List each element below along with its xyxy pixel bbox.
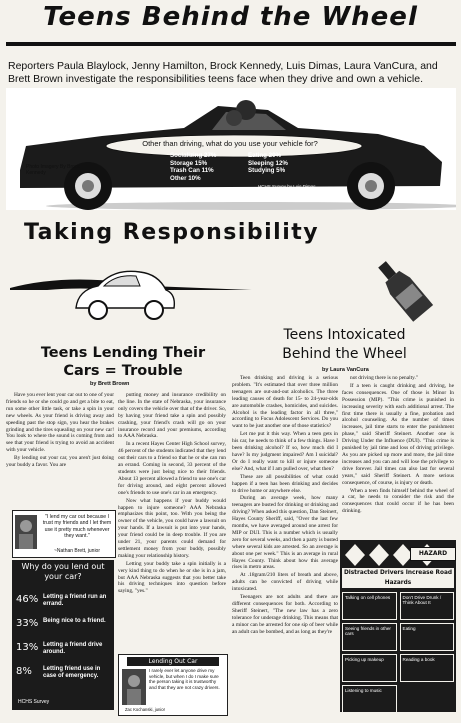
why-lend-panel xyxy=(12,560,114,710)
quote-box xyxy=(12,510,116,558)
why-lend-title: Why do you lend out your car? xyxy=(21,562,105,581)
distraction-item: Seeing friends in other cars xyxy=(342,623,397,651)
why-lend-label: Letting a friend drive around. xyxy=(43,642,103,655)
lending-headline-line2: Cars = Trouble xyxy=(63,363,183,379)
student-photo xyxy=(122,669,146,705)
masthead-rule xyxy=(6,40,456,48)
why-lend-list xyxy=(16,594,112,690)
lending-col1-p2: By lending out your car, you aren't just doing your buddy a favor. You are xyxy=(6,455,114,469)
lending-out-car-title: Lending Out Car xyxy=(127,657,219,666)
intox-col1-p5: At .18gram/210 liters of breath and above, adults can be convicted of driving while intoxicated. xyxy=(232,572,338,593)
why-lend-label: Being nice to a friend. xyxy=(43,618,106,624)
distraction-item: Eating xyxy=(400,623,455,651)
intox-col1-p3: These are all possibilities of what could happen if a teen has been drinking and decides to drive home or anywhere else. xyxy=(232,473,338,494)
lending-col2-p3: Now what happens if your buddy would happen to injure someone? AAA Nebraska emphasizes this point, too. With you being the owner of the vehicle, you could have a lawsuit on your hands. If a lawsuit is put into your hands, your friend could be in deep trouble. If you are under 21, your parents could demand for settlement money from your buddy, possibly making your relationship history. xyxy=(118,497,226,559)
hazard-sign: HAZARD xyxy=(410,547,456,561)
vehicle-survey-credit: HCHS Survey by Luis Dimas xyxy=(258,184,316,189)
stat-storage: Storage 15% xyxy=(170,159,208,167)
intox-col2-p1: not driving there is no penalty." xyxy=(350,375,419,381)
lede-text: Reporters Paula Blaylock, Jenny Hamilton, Brock Kennedy, Luis Dimas, Laura VanCura, and Brett Brown investigate the responsibilities teens face when they drive and own a vehicle. xyxy=(8,60,438,85)
distraction-list xyxy=(342,592,454,713)
quote-text: "I lend my car out because I trust my friends and I let them use it pretty much whenever they want." xyxy=(42,514,112,539)
why-lend-item xyxy=(16,642,112,666)
stat-eating: Eating 20% xyxy=(248,152,282,159)
lending-col1-p1: Have you ever lent your car out to one of your friends so he or she could go and get a bite to eat, run some other little task, or take a spin in your new wheels. As your friend is driving away and speeding past the stop sign, you hear the brakes grinding and the tires squealing on your new car! You look to where the sound is coming from and see that your friend is trying to avoid an accident with your vehicle. xyxy=(6,392,114,454)
why-lend-label: Letting friend use in case of emergency. xyxy=(43,666,101,679)
distraction-item: Talking on cell phones xyxy=(342,592,397,620)
intox-headline-line2: Behind the Wheel xyxy=(282,346,407,362)
lending-out-car-box xyxy=(118,654,228,716)
lending-column-2 xyxy=(118,392,226,596)
road-signs-panel xyxy=(340,540,456,712)
stat-trash-can: Trash Can 11% xyxy=(170,167,214,175)
lending-out-car-quote: I rarely ever let anyone drive my vehicle, but when I do I make sure the person taking it is trustworthy and that they are not crazy drivers. xyxy=(149,668,220,690)
stat-socializing: Socializing 27% xyxy=(170,152,217,159)
intox-col1-p2: Let me put it this way. When a teen gets in his car, he needs to think of a few things. Have I been drinking alcohol? If so, how much did I have? Is my judgment impaired? Am I suicidal? Or do I really want to kill or injure someone else? And, what if I am pulled over, what then? xyxy=(232,431,338,472)
quote-attribution: ~Nathan Brett, junior xyxy=(54,548,100,554)
lending-col2-p1: putting money and insurance credibility on the line. In the state of Nebraska, your insurance only covers the vehicle over that of the driver. So, by having your friend take a spin and possibly crashing, your friend's crash will go on your insurance record and your premiums, according to AAA Nebraska. xyxy=(118,392,226,440)
beetle-car-icon xyxy=(70,262,180,324)
stat-sleeping: Sleeping 12% xyxy=(248,159,288,167)
distraction-item: Reading a book xyxy=(400,654,455,682)
why-lend-pct: 33% xyxy=(16,618,39,629)
lending-col2-p4: Letting your buddy take a spin initially is a very kind thing to do when he or she is in a jam, but AAA Nebraska suggests that you better take his driving techniques into question before saying, "yes." xyxy=(118,560,226,595)
why-lend-pct: 46% xyxy=(16,594,39,605)
lending-col2-p2: In a recent Hayes Center High School survey, 46 percent of the students indicated that they lend out their cars to a friend so that he or she can run an errand. Coming in second, 33 percent of the students were just being nice to their friends. About 13 percent allowed a friend to use one's car for driving around, and eight percent allowed one's friends to use one's car in an emergency. xyxy=(118,441,226,496)
lending-out-car-attribution: Zac Kochanski, junior xyxy=(125,707,166,712)
intox-byline: by Laura VanCura xyxy=(322,367,369,373)
why-lend-item xyxy=(16,594,112,618)
why-lend-pct: 13% xyxy=(16,642,39,653)
distraction-item: Don't Drive Drunk / Think About It xyxy=(400,592,455,620)
intox-col2-p3: When a teen finds himself behind the wheel of a car, he needs to consider the risk and the consequences that could occur if he has been drinking. xyxy=(342,487,454,515)
why-lend-item xyxy=(16,618,112,642)
vehicle-use-question: Other than driving, what do you use your vehicle for? xyxy=(142,139,318,148)
intox-headline xyxy=(242,326,447,364)
lending-column-1 xyxy=(6,392,114,470)
why-lend-label: Letting a friend run an errand. xyxy=(43,594,107,607)
intox-col1-p1: Teen drinking and driving is a serious problem. "It's estimated that over three million teenagers are out-and-out alcoholics. The three leading causes of death for 15- to 24-year-olds are automobile crashes, homicides, and suicides. Alcohol is the leading factor in all three," according to Focus Adolescent Services. Do you want to be just another one of those statistics? xyxy=(232,375,338,430)
why-lend-item xyxy=(16,666,112,690)
why-lend-credit: HCHS Survey xyxy=(18,699,50,705)
distraction-item: Listening to music xyxy=(342,685,397,713)
stat-studying: Studying 5% xyxy=(248,167,286,175)
photo-credit: Photo Imagery By Brock Kennedy xyxy=(26,164,80,176)
distracted-banner: Distracted Drivers Increase Road Hazards xyxy=(343,570,453,586)
student-photo xyxy=(15,515,37,549)
lending-byline: by Brett Brown xyxy=(90,381,130,387)
why-lend-pct: 8% xyxy=(16,666,32,677)
intox-col2-p2: If a teen is caught drinking and driving, he faces consequences. One of those is Minor In Possession (MIP). "This crime is punished in increasing severity with each additional arrest. The first time there is usually a fine, probation and alcohol counseling. As the number of times increases, jail time starts to enter the punishment phase," said Sheriff Steinert. Another one is Driving Under the Influence (DUI). "This crime is punished by jail time and loss of driving privilege. As you are picked up more and more, the jail time increases and you can and will lose the privilege to drive forever. Jail times can also last for several years," said Sheriff Steinert. A more serious consequence, of course, is injury or death. xyxy=(342,382,454,486)
section-title: Taking Responsibility xyxy=(24,220,320,245)
intox-col1-p4: During an average week, how many teenagers are busted for drinking or drinking and driving? When asked this question, Dan Steinert, Hayes County Sheriff, said, "Over the last few months, we have averaged around one arrest for MIP or DUI. This is a number which is usually zero for several weeks, and then a party is busted where several kids are arrested. So an average is about one per week." This is an average in rural Hayes County. Think about how this average rises in metro areas. xyxy=(232,495,338,571)
intox-col1-p6: Teenagers are not adults and there are different consequences for both. According to Sheriff Steinert, "The new law has a zero tolerance for underage drinking. This means that a minor can be arrested for one sip of beer while an adult can be bombed, and as long as they're xyxy=(232,594,338,635)
beer-bottle-icon xyxy=(374,254,434,324)
intox-headline-line1: Teens Intoxicated xyxy=(283,327,406,343)
intox-column-2 xyxy=(342,375,454,516)
lending-headline xyxy=(28,344,218,380)
masthead-title: Teens Behind the Wheel xyxy=(43,2,418,32)
vehicle-use-stats xyxy=(170,152,320,182)
lending-headline-line1: Teens Lending Their xyxy=(40,345,206,361)
distraction-item: Picking up makeup xyxy=(342,654,397,682)
stat-other: Other 10% xyxy=(170,174,201,182)
diamond-sign-icon xyxy=(345,544,365,566)
intox-column-1 xyxy=(232,375,338,637)
diamond-sign-icon xyxy=(369,544,389,566)
